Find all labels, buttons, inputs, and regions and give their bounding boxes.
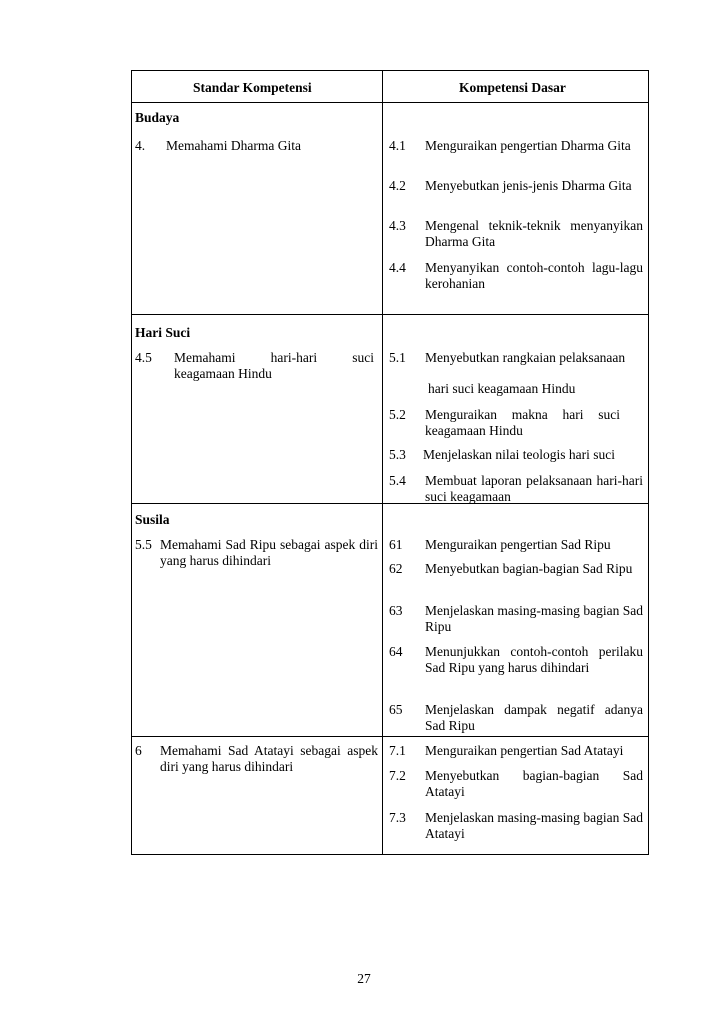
competency-number: 7.1 (389, 743, 406, 758)
competency-number: 62 (389, 561, 403, 576)
competency-text: Menyebutkan bagian-bagian Sad Ripu (425, 561, 633, 576)
competency-number: 5.4 (389, 473, 406, 488)
competency-number: 5.2 (389, 407, 406, 422)
competency-number: 4.1 (389, 138, 406, 153)
row-divider (132, 736, 648, 737)
standard-number: 4.5 (135, 350, 152, 365)
competency-text: Menyebutkan rangkaian pelaksanaan (425, 350, 626, 365)
competency-text: Menjelaskan nilai teologis hari suci (423, 447, 615, 462)
section-title-budaya: Budaya (135, 110, 180, 125)
header-divider (132, 102, 648, 103)
competency-text: Menjelaskan masing-masing bagian Sad Atatayi (425, 810, 643, 841)
competency-number: 63 (389, 603, 403, 618)
competency-text-continued: hari suci keagamaan Hindu (428, 381, 576, 396)
competency-number: 7.3 (389, 810, 406, 825)
standard-text: Memahami hari-hari suci keagamaan Hindu (174, 350, 374, 381)
competency-number: 4.3 (389, 218, 406, 233)
competency-table (131, 70, 649, 855)
competency-number: 5.1 (389, 350, 406, 365)
competency-number: 5.3 (389, 447, 406, 462)
page-number: 27 (357, 971, 371, 986)
standard-number: 6 (135, 743, 142, 758)
row-divider (132, 314, 648, 315)
competency-number: 65 (389, 702, 403, 717)
competency-text: Menguraikan pengertian Dharma Gita (425, 138, 631, 153)
competency-number: 64 (389, 644, 403, 659)
competency-text: Menguraikan pengertian Sad Ripu (425, 537, 611, 552)
competency-text: Menguraikan makna hari suci keagamaan Hindu (425, 407, 620, 438)
competency-text: Menyebutkan bagian-bagian Sad Atatayi (425, 768, 643, 799)
competency-text: Membuat laporan pelaksanaan hari-hari suci keagamaan (425, 473, 643, 504)
competency-text: Menguraikan pengertian Sad Atatayi (425, 743, 624, 758)
standard-text: Memahami Dharma Gita (166, 138, 301, 153)
competency-number: 4.4 (389, 260, 406, 275)
section-title-susila: Susila (135, 512, 170, 527)
competency-text: Menjelaskan dampak negatif adanya Sad Ripu (425, 702, 643, 733)
standard-number: 5.5 (135, 537, 152, 552)
competency-text: Menjelaskan masing-masing bagian Sad Ripu (425, 603, 643, 634)
section-title-hari-suci: Hari Suci (135, 325, 191, 340)
competency-text: Menunjukkan contoh-contoh perilaku Sad Ripu yang harus dihindari (425, 644, 643, 675)
competency-text: Menyebutkan jenis-jenis Dharma Gita (425, 178, 632, 193)
competency-number: 61 (389, 537, 403, 552)
competency-text: Menyanyikan contoh-contoh lagu-lagu kerohanian (425, 260, 643, 291)
competency-number: 4.2 (389, 178, 406, 193)
header-standar: Standar Kompetensi (193, 80, 312, 95)
standard-text: Memahami Sad Atatayi sebagai aspek diri yang harus dihindari (160, 743, 378, 774)
competency-text: Mengenal teknik-teknik menyanyikan Dharma Gita (425, 218, 643, 249)
standard-text: Memahami Sad Ripu sebagai aspek diri yang harus dihindari (160, 537, 378, 568)
competency-number: 7.2 (389, 768, 406, 783)
standard-number: 4. (135, 138, 146, 153)
header-kompetensi: Kompetensi Dasar (459, 80, 566, 95)
